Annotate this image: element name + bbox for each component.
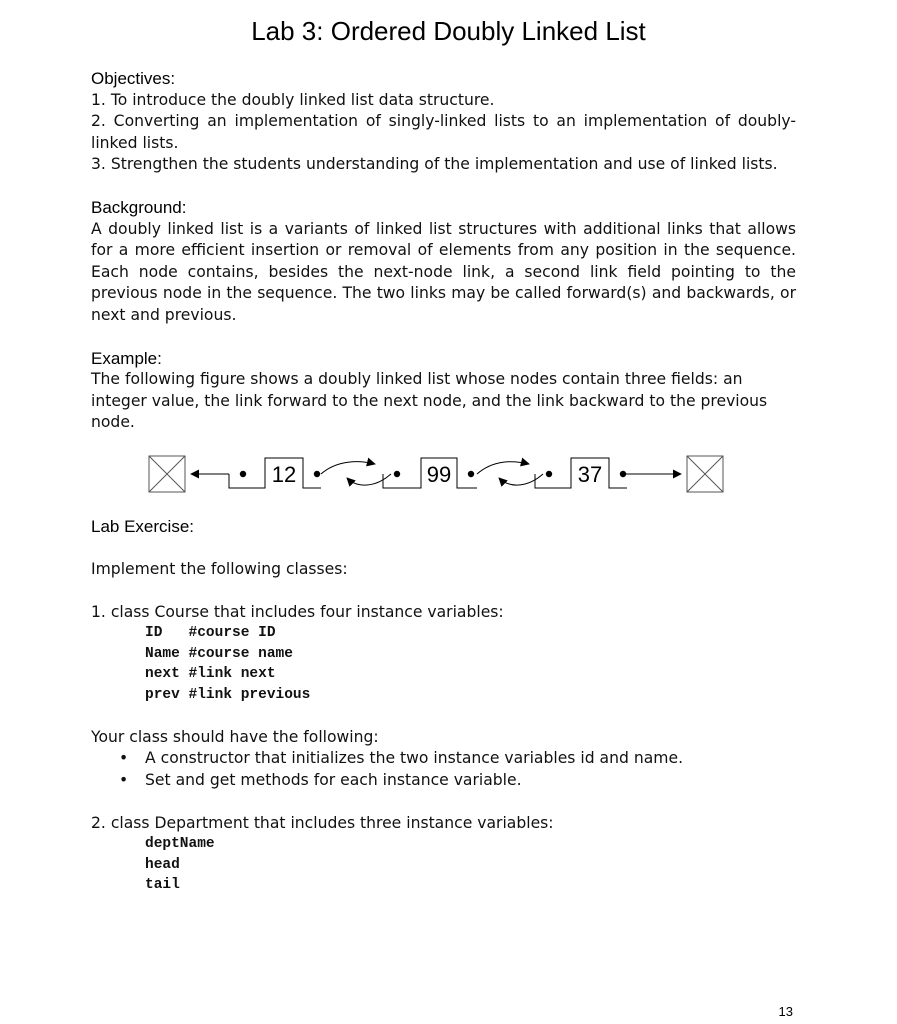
- page-title: Lab 3: Ordered Doubly Linked List: [251, 16, 646, 46]
- department-class-heading: 2. class Department that includes three instance variables:: [91, 813, 554, 832]
- code-line: ID #course ID: [145, 625, 276, 641]
- code-line: Name #course name: [145, 645, 293, 662]
- objectives-heading: Objectives:: [91, 69, 176, 88]
- course-requirements-intro: Your class should have the following:: [91, 727, 379, 746]
- code-line: tail: [145, 877, 180, 893]
- background-paragraph: A doubly linked list is a variants of linked list structures with additional links that allows for a more efficient insertion or removal of elements from any position in the sequence. Each node contains, besides the next-node link, a second link field pointing to the previous node in the sequence. The two links may be called forward(s) and backwards, or next and previous.: [91, 219, 796, 324]
- document-body: [91, 68, 796, 896]
- page-number: 13: [778, 1004, 793, 1019]
- node-value: 37: [577, 461, 603, 487]
- requirements-list: [91, 748, 796, 791]
- node-value: 99: [426, 461, 452, 487]
- objective-item: 2. Converting an implementation of singly-linked lists to an implementation of doubly-linked lists.: [91, 112, 796, 152]
- code-line: prev #link previous: [145, 686, 311, 703]
- course-class-heading: 1. class Course that includes four instance variables:: [91, 602, 504, 621]
- code-line: head: [145, 856, 180, 873]
- lab-exercise-intro: Implement the following classes:: [91, 559, 348, 578]
- null-terminator-right: [687, 456, 723, 492]
- background-heading: Background:: [91, 198, 187, 217]
- list-item: • A constructor that initializes the two instance variables id and name.: [145, 748, 796, 770]
- list-item: • Set and get methods for each instance variable.: [145, 770, 796, 792]
- objective-item: 1. To introduce the doubly linked list data structure.: [91, 90, 495, 109]
- example-heading: Example:: [91, 348, 162, 368]
- linked-list-diagram: [147, 454, 727, 498]
- node-value: 12: [271, 461, 297, 487]
- doubly-linked-list-figure: [91, 434, 796, 516]
- code-line: next #link next: [145, 666, 276, 682]
- lab-exercise-heading: Lab Exercise:: [91, 516, 194, 536]
- null-terminator-left: [149, 456, 185, 492]
- example-paragraph: The following figure shows a doubly linked list whose nodes contain three fields: an integer value, the link forward to the next node, and the link backward to the previous node.: [91, 370, 768, 431]
- code-line: deptName: [145, 836, 215, 852]
- objective-item: 3. Strengthen the students understanding of the implementation and use of linked lists.: [91, 155, 778, 173]
